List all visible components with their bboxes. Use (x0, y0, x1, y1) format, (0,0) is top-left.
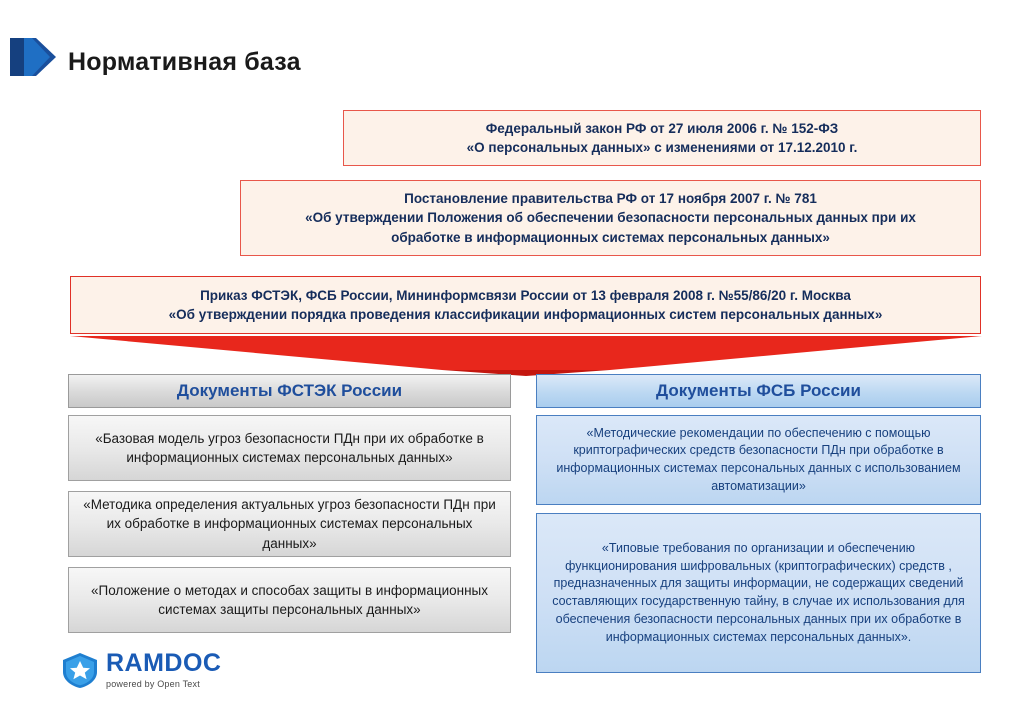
footer-logo (60, 648, 290, 692)
fstec-document-card: «Методика определения актуальных угроз безопасности ПДн при их обработке в информационных системах персональных данных» (68, 491, 511, 557)
column-header-fstec: Документы ФСТЭК России (68, 374, 511, 408)
regulation-line: «Об утверждении Положения об обеспечении безопасности персональных данных при их (305, 210, 916, 226)
regulation-line: Приказ ФСТЭК, ФСБ России, Мининформсвязи России от 13 февраля 2008 г. №55/86/20 г. Москва (200, 287, 851, 303)
ramdoc-shield-icon (60, 650, 100, 690)
down-arrow-icon (70, 336, 982, 376)
regulation-line: «О персональных данных» с изменениями от 17.12.2010 г. (466, 140, 858, 155)
fstec-document-card: «Базовая модель угроз безопасности ПДн при их обработке в информационных системах персональных данных» (68, 415, 511, 481)
blue-arrow-logo (10, 34, 56, 80)
page-title: Нормативная база (68, 48, 301, 76)
regulation-line: обработке в информационных системах персональных данных» (391, 229, 830, 245)
brand-tagline: powered by Open Text (106, 679, 200, 689)
column-header-fsb: Документы ФСБ России (536, 374, 981, 408)
regulation-box-federal-law-152 (343, 110, 981, 166)
regulation-line: Федеральный закон РФ от 27 июля 2006 г. № 152-ФЗ (485, 120, 839, 136)
fsb-document-card: «Методические рекомендации по обеспечению с помощью криптографических средств безопасности ПДн при обработке в информационных системах персональных данных с использованием автоматизации» (536, 415, 981, 505)
regulation-line: Постановление правительства РФ от 17 ноября 2007 г. № 781 (404, 191, 817, 207)
brand-name: RAMDOC (106, 649, 222, 677)
regulation-line: «Об утверждении порядка проведения классификации информационных систем персональных данных» (168, 307, 883, 322)
fsb-document-card: «Типовые требования по организации и обеспечению функционирования шифровальных (криптографических) средств , предназначенных для защиты информации, не содержащих сведений составляющих государственную тайну, в случае их использования для обеспечения безопасности персональных данных при их обработке в информационных системах персональных данных». (536, 513, 981, 673)
fstec-document-card: «Положение о методах и способах защиты в информационных системах защиты персональных данных» (68, 567, 511, 633)
regulation-box-order-55-86-20 (70, 276, 981, 334)
regulation-box-government-decree-781 (240, 180, 981, 256)
